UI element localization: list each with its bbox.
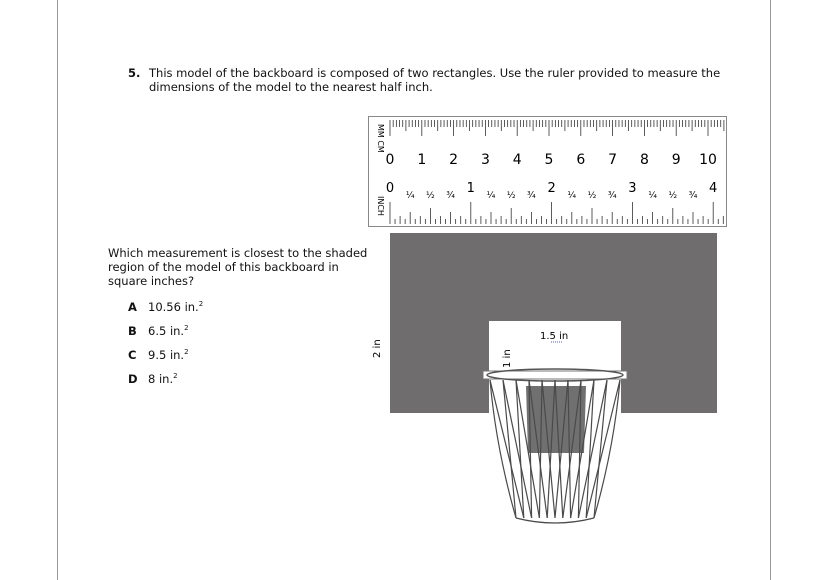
- fraction-label: ½: [506, 191, 516, 201]
- cm-number: 0: [385, 152, 395, 168]
- fraction-label: ¼: [405, 191, 415, 201]
- choice-b[interactable]: [128, 324, 189, 338]
- choice-d[interactable]: [128, 372, 178, 386]
- fraction-label: ¼: [648, 191, 657, 201]
- choice-exponent: 2: [173, 372, 178, 381]
- inch-number: 2: [547, 181, 556, 196]
- choice-text: 6.5 in.: [148, 324, 185, 338]
- fraction-label: ¾: [607, 191, 617, 201]
- choice-letter: B: [128, 324, 137, 338]
- choice-letter: D: [128, 372, 138, 386]
- cm-number: 1: [417, 152, 427, 168]
- choice-text: 10.56 in.: [148, 300, 199, 314]
- cm-number: 7: [608, 152, 618, 168]
- cm-number: 8: [639, 152, 649, 168]
- hoop-rim: [483, 371, 627, 379]
- cm-number: 2: [449, 152, 459, 168]
- choice-a[interactable]: [128, 300, 203, 314]
- cm-number: 10: [699, 152, 717, 168]
- inch-unit-label: INCH: [376, 196, 385, 216]
- question-text: This model of the backboard is composed of two rectangles. Use the ruler provided to measure the dimensions of the model to the nearest half inch.: [149, 66, 721, 94]
- cm-number: 5: [544, 152, 554, 168]
- fraction-label: ½: [587, 191, 597, 201]
- choice-letter: A: [128, 300, 137, 314]
- fraction-label: ¾: [446, 191, 455, 201]
- inch-number: 0: [385, 181, 395, 196]
- inner-width-label: 1.5 in: [540, 331, 569, 342]
- question-prompt: Which measurement is closest to the shaded region of the model of this backboard in square inches?: [108, 246, 368, 288]
- fraction-label: ½: [668, 191, 678, 201]
- model-height-label: 2 in: [372, 339, 383, 358]
- choice-exponent: 2: [184, 348, 189, 357]
- choice-text: 9.5 in.: [148, 348, 185, 362]
- question-number: 5.: [128, 66, 141, 80]
- cm-number: 6: [576, 152, 586, 168]
- backboard-model: [366, 228, 726, 538]
- choice-c[interactable]: [128, 348, 189, 362]
- page-border-left: [57, 0, 58, 580]
- cm-number: 3: [480, 152, 490, 168]
- ruler: [368, 116, 728, 228]
- fraction-label: ¼: [486, 191, 496, 201]
- inner-height-label: 1 in: [502, 349, 513, 368]
- cm-number: 9: [671, 152, 681, 168]
- inch-number: 4: [709, 181, 718, 196]
- choice-exponent: 2: [184, 324, 189, 333]
- inch-number: 1: [466, 181, 475, 196]
- choice-letter: C: [128, 348, 137, 362]
- cm-number: 4: [512, 152, 522, 168]
- choice-text: 8 in.: [148, 372, 174, 386]
- fraction-label: ¼: [567, 191, 577, 201]
- net-bottom: [516, 518, 594, 523]
- choice-exponent: 2: [198, 300, 204, 309]
- cm-unit-label: MM CM: [376, 124, 385, 153]
- fraction-label: ½: [426, 191, 435, 201]
- inch-number: 3: [628, 181, 637, 196]
- fraction-label: ¾: [527, 191, 536, 201]
- page-border-right: [770, 0, 771, 580]
- fraction-label: ¾: [688, 191, 698, 201]
